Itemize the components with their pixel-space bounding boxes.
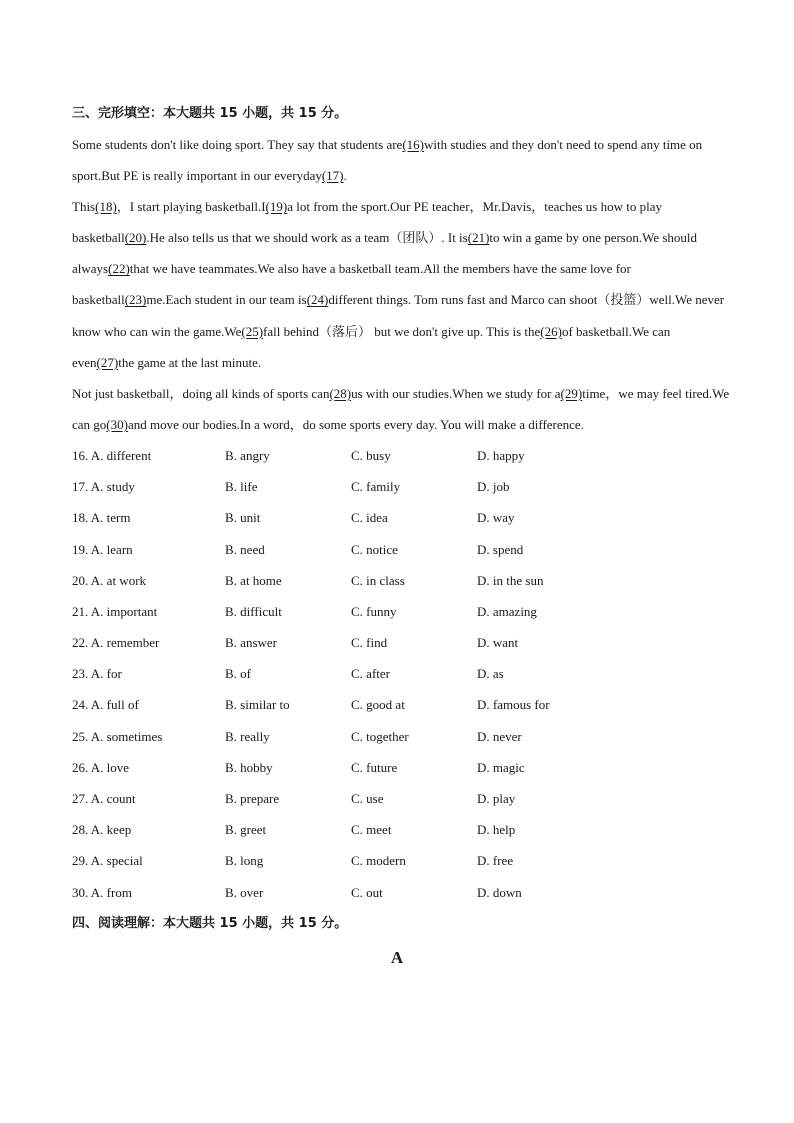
passage-text: time，we may feel tired.We can go — [72, 385, 730, 432]
option-a — [72, 783, 136, 814]
question-row — [72, 596, 732, 627]
passage-text: Some students don't like doing sport. They say that students are — [72, 137, 403, 152]
question-row — [72, 565, 732, 596]
option-text: love — [106, 759, 130, 775]
option-text: at home — [240, 572, 282, 588]
option-c — [351, 845, 406, 876]
question-row — [72, 658, 732, 689]
option-text: difficult — [240, 603, 282, 619]
option-d — [477, 502, 515, 533]
option-label: B. — [225, 853, 237, 869]
passage-text: the game at the last minute. — [118, 354, 262, 370]
option-text: important — [106, 603, 158, 619]
option-d — [477, 752, 525, 783]
section-3-heading: 三、完形填空：本大题共 15 小题，共 15 分。 — [72, 106, 348, 121]
option-text: modern — [366, 853, 406, 869]
option-text: idea — [366, 510, 388, 526]
option-label: B. — [225, 728, 237, 744]
option-c — [351, 689, 405, 720]
option-a — [72, 502, 131, 533]
option-text: good at — [366, 697, 405, 713]
option-label: C. — [351, 759, 363, 775]
option-text: hobby — [240, 759, 273, 775]
option-text: keep — [106, 822, 132, 838]
question-row — [72, 845, 732, 876]
option-c — [351, 877, 383, 908]
option-text: after — [366, 666, 390, 682]
cloze-blank: (24) — [306, 292, 329, 308]
option-text: term — [106, 510, 131, 526]
option-label: B. — [225, 479, 237, 495]
option-label: 18. A. — [72, 510, 104, 526]
option-label: D. — [477, 635, 490, 651]
option-text: remember — [106, 635, 160, 651]
cloze-blank: (25) — [241, 323, 264, 339]
cloze-blank: (22) — [108, 261, 130, 277]
option-b — [225, 814, 266, 845]
option-text: prepare — [240, 791, 280, 806]
cloze-blank: (21) — [467, 230, 490, 246]
option-label: D. — [477, 510, 490, 526]
option-text: out — [366, 884, 383, 900]
option-label: C. — [351, 666, 363, 682]
option-text: never — [492, 728, 522, 744]
passage-text: with studies and they don't need to spend any time on sport.But PE is really important in our everyday — [72, 137, 703, 184]
cloze-blank: (26) — [540, 323, 562, 339]
option-text: really — [240, 728, 270, 744]
option-label: C. — [351, 822, 363, 838]
option-text: in class — [366, 572, 405, 588]
option-d — [477, 721, 522, 752]
question-row — [72, 783, 732, 814]
cloze-passage — [72, 129, 732, 440]
option-b — [225, 721, 270, 752]
option-a — [72, 721, 162, 752]
option-text: family — [366, 479, 401, 495]
passage-text: to win a game by one person.We should always — [72, 230, 698, 277]
option-d — [477, 596, 537, 627]
option-label: C. — [351, 697, 363, 713]
option-text: magic — [492, 759, 525, 775]
option-label: D. — [477, 479, 490, 495]
option-label: C. — [351, 853, 363, 869]
option-b — [225, 596, 282, 627]
option-c — [351, 534, 398, 565]
option-label: 19. A. — [72, 541, 104, 557]
option-b — [225, 845, 263, 876]
option-label: 23. A. — [72, 666, 104, 682]
option-text: way — [492, 510, 515, 526]
option-a — [72, 877, 132, 908]
option-label: C. — [351, 791, 363, 806]
option-label: B. — [225, 603, 237, 619]
option-b — [225, 689, 290, 720]
option-label: D. — [477, 447, 490, 463]
option-text: in the sun — [492, 572, 544, 588]
option-label: C. — [351, 510, 363, 526]
option-label: D. — [477, 666, 490, 682]
option-label: 24. A. — [72, 697, 104, 713]
option-text: find — [366, 635, 388, 651]
question-row — [72, 471, 732, 502]
option-text: unit — [240, 510, 261, 526]
question-row — [72, 814, 732, 845]
passage-paragraph — [72, 378, 732, 440]
option-c — [351, 658, 390, 689]
passage-paragraph — [72, 191, 732, 378]
option-label: 28. A. — [72, 822, 104, 838]
option-label: C. — [351, 541, 363, 557]
option-b — [225, 534, 265, 565]
option-d — [477, 471, 510, 502]
option-text: of — [240, 666, 252, 682]
option-label: 17. A. — [72, 479, 104, 495]
passage-text: fall behind（落后） but we don't give up. This is the — [263, 323, 541, 339]
option-label: B. — [225, 447, 237, 463]
option-text: learn — [106, 541, 133, 557]
cloze-blank: (30) — [106, 416, 128, 432]
option-label: D. — [477, 572, 490, 588]
option-text: famous for — [492, 697, 550, 713]
option-label: D. — [477, 822, 490, 838]
cloze-blank: (16) — [402, 137, 424, 152]
option-d — [477, 877, 522, 908]
exam-page — [72, 98, 732, 967]
option-label: 22. A. — [72, 635, 104, 651]
option-label: 21. A. — [72, 603, 104, 619]
cloze-blank: (28) — [329, 385, 352, 401]
option-a — [72, 814, 131, 845]
passage-text: a lot from the sport.Our PE teacher，Mr.Davis，teaches us how to play basketball — [72, 199, 662, 246]
option-label: D. — [477, 697, 490, 713]
passage-paragraph — [72, 129, 732, 191]
option-text: angry — [240, 447, 270, 463]
option-b — [225, 877, 263, 908]
option-b — [225, 658, 251, 689]
option-label: D. — [477, 884, 490, 900]
option-d — [477, 658, 504, 689]
option-text: meet — [366, 822, 392, 838]
option-label: C. — [351, 572, 363, 588]
passage-text: and move our bodies.In a word，do some sports every day. You will make a difference. — [127, 416, 584, 432]
option-text: use — [366, 791, 384, 806]
option-label: B. — [225, 822, 237, 838]
option-text: future — [366, 759, 398, 775]
option-a — [72, 658, 122, 689]
question-row — [72, 440, 732, 471]
option-d — [477, 845, 513, 876]
option-label: B. — [225, 759, 237, 775]
option-text: down — [492, 884, 522, 900]
option-text: spend — [492, 541, 524, 557]
option-text: funny — [366, 603, 397, 619]
passage-text: me.Each student in our team is — [146, 292, 307, 308]
option-text: different — [106, 447, 152, 463]
option-label: D. — [477, 759, 490, 775]
option-c — [351, 783, 384, 814]
option-label: 30. A. — [72, 884, 104, 900]
option-d — [477, 814, 515, 845]
option-text: greet — [240, 822, 267, 838]
option-label: B. — [225, 510, 237, 526]
option-d — [477, 534, 523, 565]
option-text: special — [106, 853, 143, 869]
option-text: happy — [492, 447, 525, 463]
option-label: B. — [225, 541, 237, 557]
option-text: free — [492, 853, 514, 869]
option-label: C. — [351, 728, 363, 744]
option-label: C. — [351, 603, 363, 619]
option-a — [72, 471, 135, 502]
option-label: B. — [225, 791, 237, 806]
option-c — [351, 596, 397, 627]
option-d — [477, 565, 543, 596]
option-c — [351, 565, 405, 596]
question-list — [72, 440, 732, 908]
option-c — [351, 502, 388, 533]
option-label: 16. A. — [72, 447, 104, 463]
option-text: need — [240, 541, 265, 557]
option-label: B. — [225, 666, 237, 682]
option-a — [72, 689, 139, 720]
option-text: amazing — [492, 603, 537, 619]
question-row — [72, 502, 732, 533]
option-c — [351, 721, 409, 752]
option-b — [225, 502, 260, 533]
question-row — [72, 627, 732, 658]
passage-label: A — [390, 948, 404, 967]
option-a — [72, 596, 157, 627]
passage-text: ，I start playing basketball.I — [116, 199, 266, 215]
option-text: study — [106, 479, 135, 495]
option-a — [72, 627, 159, 658]
cloze-blank: (18) — [95, 199, 117, 215]
option-text: from — [106, 884, 132, 900]
passage-text: different things. Tom runs fast and Marco can shoot（投篮）well.We never know who can win the game.We — [72, 292, 725, 339]
option-text: help — [492, 822, 516, 838]
option-b — [225, 471, 258, 502]
option-text: over — [240, 884, 264, 900]
cloze-blank: (19) — [265, 199, 288, 215]
option-text: long — [240, 853, 264, 869]
option-text: at work — [106, 572, 147, 588]
cloze-blank: (27) — [96, 354, 119, 370]
option-b — [225, 627, 277, 658]
option-b — [225, 440, 270, 471]
option-label: C. — [351, 635, 363, 651]
option-text: for — [106, 666, 122, 682]
option-c — [351, 471, 400, 502]
option-c — [351, 627, 387, 658]
option-label: D. — [477, 791, 490, 806]
passage-text: that we have teammates.We also have a basketball team.All the members have the same love for basketball — [72, 261, 631, 308]
cloze-blank: (17) — [321, 168, 344, 184]
option-a — [72, 752, 129, 783]
option-text: as — [492, 666, 504, 682]
question-row — [72, 752, 732, 783]
option-label: D. — [477, 728, 490, 744]
cloze-blank: (23) — [124, 292, 147, 308]
passage-text: us with our studies.When we study for a — [351, 385, 561, 401]
option-text: together — [366, 728, 409, 744]
option-label: 27. A. — [72, 791, 104, 806]
option-label: B. — [225, 635, 237, 651]
option-text: answer — [240, 635, 277, 651]
option-text: full of — [106, 697, 139, 713]
passage-text: This — [72, 199, 96, 215]
option-label: D. — [477, 541, 490, 557]
option-d — [477, 783, 515, 814]
cloze-blank: (20) — [124, 230, 147, 246]
option-label: B. — [225, 884, 237, 900]
option-c — [351, 440, 391, 471]
option-text: sometimes — [106, 728, 163, 744]
option-label: B. — [225, 572, 237, 588]
question-row — [72, 689, 732, 720]
option-text: life — [240, 479, 258, 495]
option-label: 20. A. — [72, 572, 104, 588]
option-b — [225, 783, 279, 814]
passage-text: .He also tells us that we should work as a team（团队）. It is — [146, 230, 468, 246]
option-label: 25. A. — [72, 728, 104, 744]
section-4-heading: 四、阅读理解：本大题共 15 小题，共 15 分。 — [72, 915, 348, 931]
option-a — [72, 534, 133, 565]
option-a — [72, 845, 143, 876]
option-c — [351, 752, 397, 783]
option-text: job — [492, 479, 510, 495]
option-a — [72, 440, 151, 471]
option-a — [72, 565, 146, 596]
option-text: busy — [366, 447, 391, 463]
cloze-blank: (29) — [560, 385, 583, 401]
option-label: B. — [225, 697, 237, 713]
question-row — [72, 877, 732, 908]
option-text: count — [106, 791, 136, 806]
option-text: want — [492, 635, 519, 651]
option-d — [477, 689, 550, 720]
option-d — [477, 440, 525, 471]
option-text: notice — [366, 541, 398, 557]
passage-text: Not just basketball，doing all kinds of sports can — [72, 385, 330, 401]
option-c — [351, 814, 391, 845]
option-label: D. — [477, 603, 490, 619]
passage-text: of basketball.We can even — [72, 323, 671, 370]
passage-text: . — [343, 168, 347, 184]
option-d — [477, 627, 518, 658]
option-b — [225, 565, 282, 596]
option-label: C. — [351, 479, 363, 495]
option-text: similar to — [240, 697, 290, 713]
option-b — [225, 752, 273, 783]
option-label: C. — [351, 884, 363, 900]
option-label: D. — [477, 853, 490, 869]
option-label: C. — [351, 447, 363, 463]
question-row — [72, 721, 732, 752]
question-row — [72, 534, 732, 565]
option-text: play — [492, 791, 516, 806]
option-label: 26. A. — [72, 759, 104, 775]
option-label: 29. A. — [72, 853, 104, 869]
